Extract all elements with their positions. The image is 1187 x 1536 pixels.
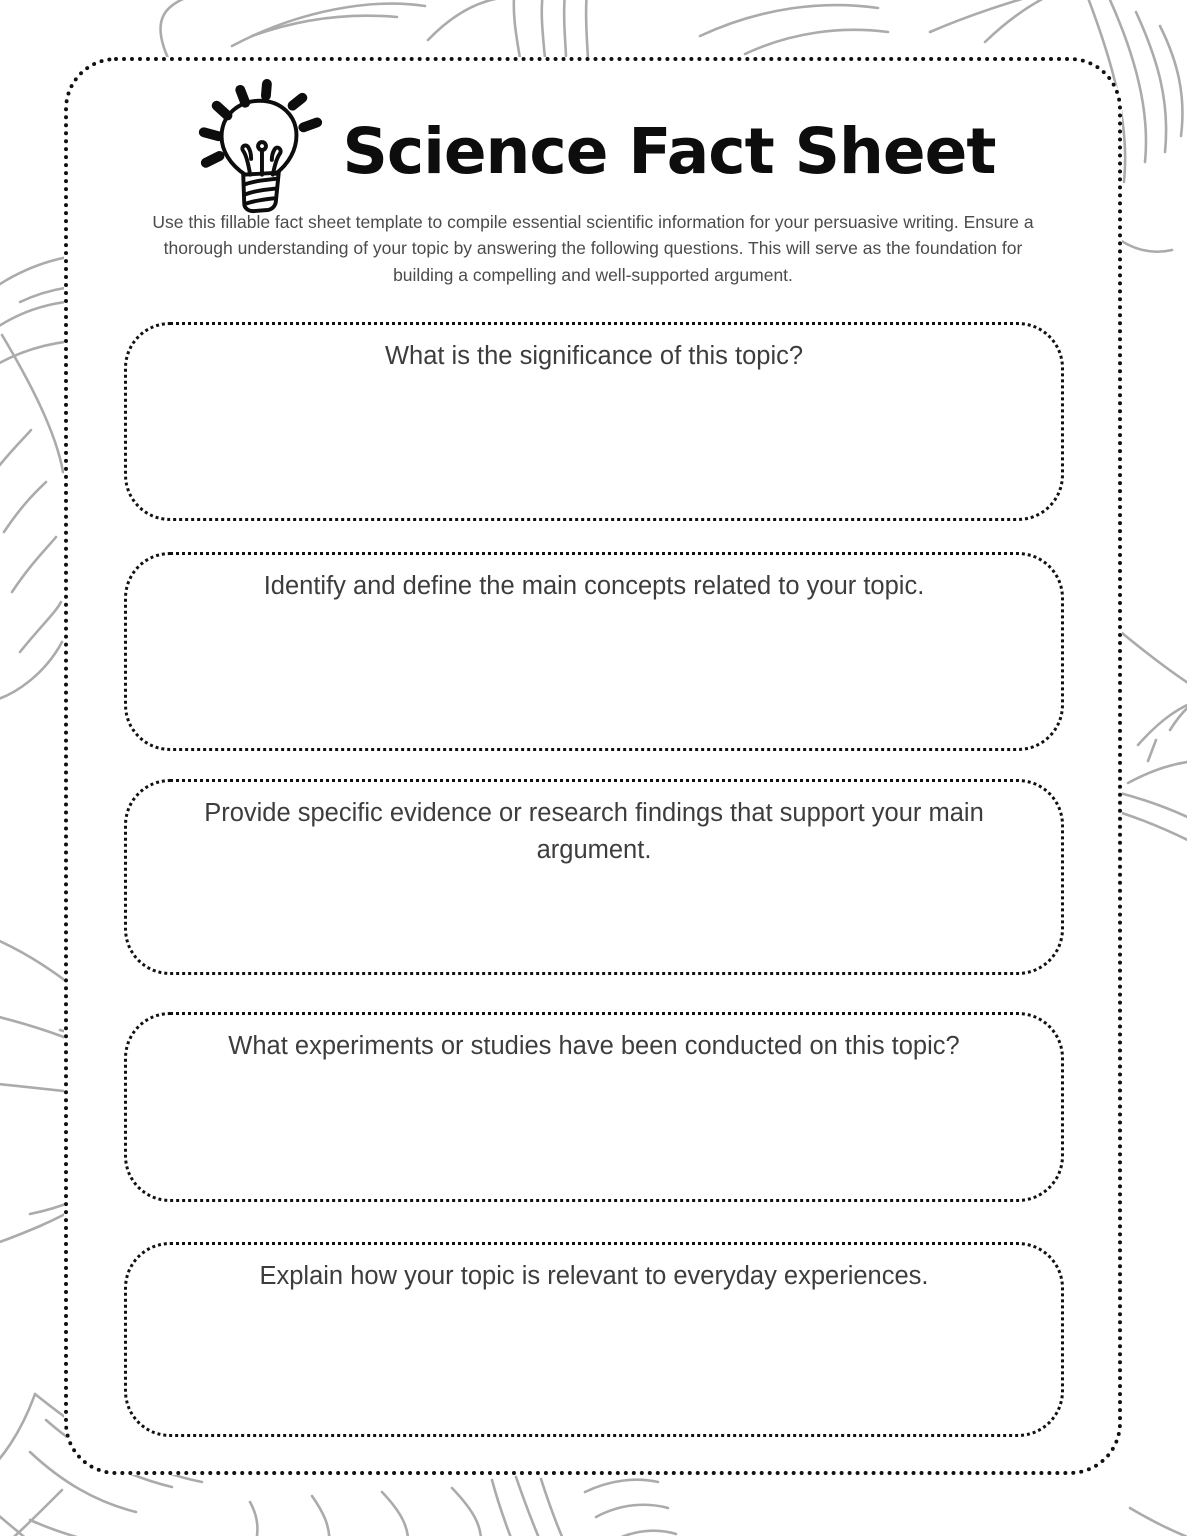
question-label-4: What experiments or studies have been conducted on this topic? [228,1032,960,1060]
lightbulb-icon [191,75,329,227]
answer-box-evidence[interactable] [124,779,1064,975]
question-label-5: Explain how your topic is relevant to everyday experiences. [259,1262,929,1290]
answer-box-experiments[interactable] [124,1012,1064,1202]
intro-text: Use this fillable fact sheet template to compile essential scientific information for your persuasive writing. Ensure a thorough understanding of your topic by answering the following questions. This will serve as the foundation for building a compelling and well-supported argument. [152,212,1034,285]
answer-box-significance[interactable] [124,322,1064,521]
answer-box-relevance[interactable] [124,1242,1064,1437]
answer-box-main-concepts[interactable] [124,552,1064,751]
worksheet-page [64,57,1122,1475]
worksheet-header [68,75,1118,227]
question-label-1: What is the significance of this topic? [384,342,804,370]
question-label-3: Provide specific evidence or research findings that support your main argument. [204,799,984,864]
page-title: Science Fact Sheet [342,114,996,188]
question-label-2: Identify and define the main concepts related to your topic. [263,572,925,600]
